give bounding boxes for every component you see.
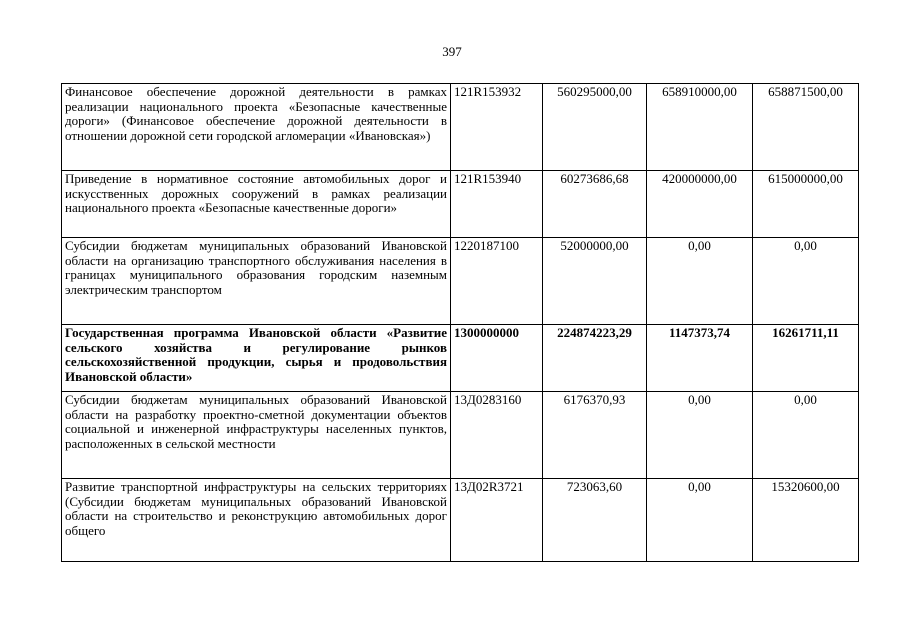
- budget-table: [61, 83, 859, 562]
- row-code: 13Д0283160: [451, 392, 543, 479]
- row-value-1: 52000000,00: [543, 238, 647, 325]
- row-code: 121R153940: [451, 171, 543, 238]
- row-name: Приведение в нормативное состояние автомобильных дорог и искусственных дорожных сооружений в рамках реализации национального проекта «Безопасные качественные дороги»: [62, 171, 451, 238]
- row-value-2: 420000000,00: [647, 171, 753, 238]
- row-name: Финансовое обеспечение дорожной деятельности в рамках реализации национального проекта «Безопасные качественные дороги» (Финансовое обеспечение дорожной деятельности в отношении дорожной сети городской агломерации «Ивановская»): [62, 84, 451, 171]
- table-row: [62, 479, 859, 562]
- row-value-2: 0,00: [647, 392, 753, 479]
- page-number: 397: [442, 44, 462, 59]
- row-value-1: 224874223,29: [543, 325, 647, 392]
- row-value-1: 6176370,93: [543, 392, 647, 479]
- row-code: 1220187100: [451, 238, 543, 325]
- row-value-2: 0,00: [647, 238, 753, 325]
- row-value-3: 658871500,00: [753, 84, 859, 171]
- row-value-3: 15320600,00: [753, 479, 859, 562]
- row-value-3: 0,00: [753, 392, 859, 479]
- row-name: Развитие транспортной инфраструктуры на сельских территориях (Субсидии бюджетам муниципальных образований Ивановской области на строительство и реконструкцию автомобильных дорог общего: [62, 479, 451, 562]
- row-value-2: 0,00: [647, 479, 753, 562]
- row-value-1: 723063,60: [543, 479, 647, 562]
- row-value-2: 1147373,74: [647, 325, 753, 392]
- row-name: Субсидии бюджетам муниципальных образований Ивановской области на разработку проектно-сметной документации объектов социальной и инженерной инфраструктуры населенных пунктов, расположенных в сельской местности: [62, 392, 451, 479]
- row-value-3: 0,00: [753, 238, 859, 325]
- row-value-2: 658910000,00: [647, 84, 753, 171]
- table-row: [62, 238, 859, 325]
- row-value-3: 615000000,00: [753, 171, 859, 238]
- row-code: 13Д02R3721: [451, 479, 543, 562]
- row-code: 1300000000: [451, 325, 543, 392]
- table-row-program: [62, 325, 859, 392]
- table-row: [62, 84, 859, 171]
- row-code: 121R153932: [451, 84, 543, 171]
- row-name: Субсидии бюджетам муниципальных образований Ивановской области на организацию транспортного обслуживания населения в границах муниципального образования городским наземным электрическим транспортом: [62, 238, 451, 325]
- row-value-3: 16261711,11: [753, 325, 859, 392]
- row-value-1: 560295000,00: [543, 84, 647, 171]
- row-name: Государственная программа Ивановской области «Развитие сельского хозяйства и регулирование рынков сельскохозяйственной продукции, сырья и продовольствия Ивановской области»: [62, 325, 451, 392]
- table-row: [62, 171, 859, 238]
- table-row: [62, 392, 859, 479]
- row-value-1: 60273686,68: [543, 171, 647, 238]
